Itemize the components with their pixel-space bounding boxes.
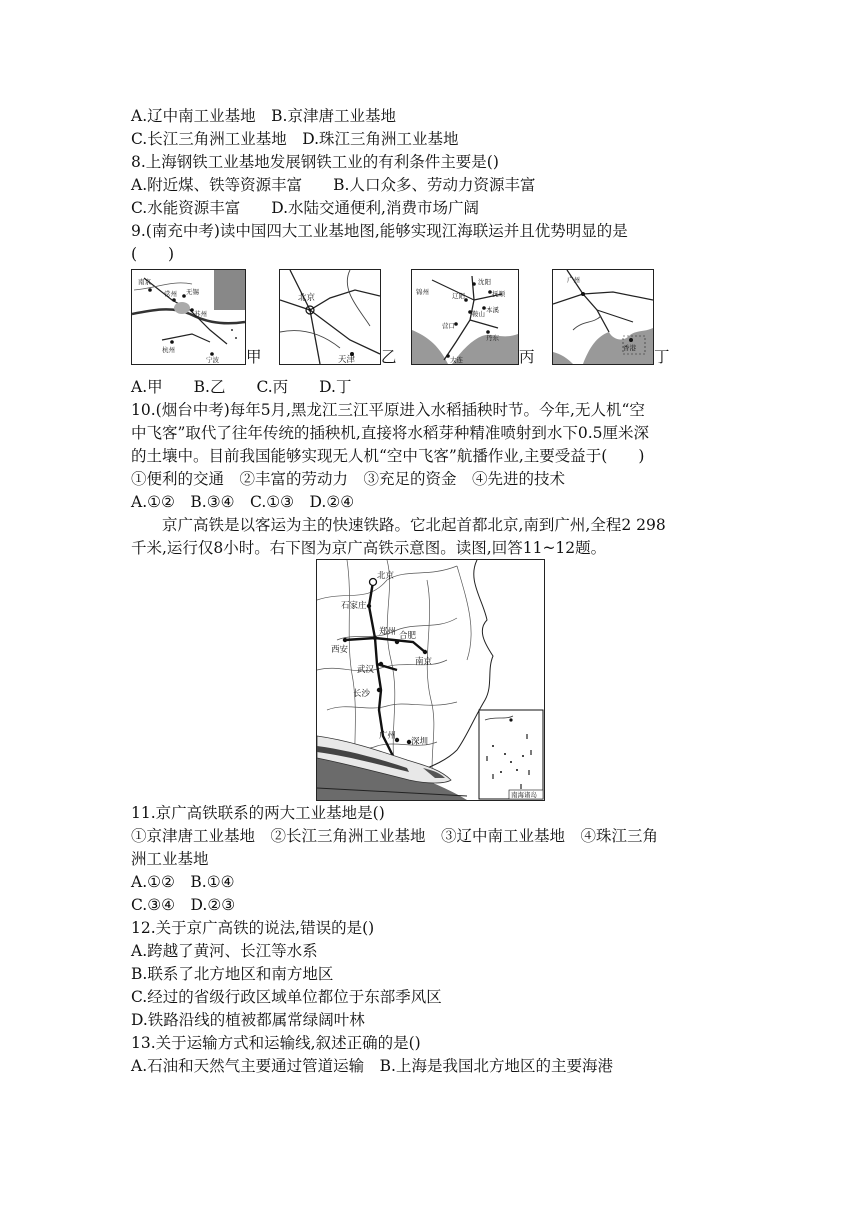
q11-choices-1: ①京津唐工业基地 ②长江三角洲工业基地 ③辽中南工业基地 ④珠江三角 xyxy=(131,827,659,845)
map-bing-label: 丙 xyxy=(519,348,535,366)
map-jia-graphic xyxy=(132,270,245,364)
yi-place-beijing: 北京 xyxy=(298,293,316,303)
rail-map xyxy=(316,559,545,801)
bing-place-shenyang: 沈阳 xyxy=(478,278,491,286)
ding-place-hongkong: 香港 xyxy=(623,344,636,352)
map-jia xyxy=(131,269,246,365)
jia-place-wuxi: 无锡 xyxy=(186,288,199,296)
map-ding xyxy=(552,269,654,365)
map-yi-label: 乙 xyxy=(381,348,397,366)
q13-options-ab: A.石油和天然气主要通过管道运输 B.上海是我国北方地区的主要海港 xyxy=(131,1057,613,1075)
rail-city-xian: 西安 xyxy=(331,645,349,655)
rail-city-zhengzhou: 郑州 xyxy=(379,627,397,637)
jia-place-ningbo: 宁波 xyxy=(206,356,219,364)
bing-place-dandong: 丹东 xyxy=(486,334,499,342)
jia-place-nanjing: 南京 xyxy=(138,278,151,286)
q11-choices-2: 洲工业基地 xyxy=(131,850,209,868)
q12-option-b: B.联系了北方地区和南方地区 xyxy=(131,965,334,983)
q10-stem-3: 的土壤中。目前我国能够实现无人机“空中飞客”航播作业,主要受益于( ) xyxy=(131,447,645,465)
q13-stem: 13.关于运输方式和运输线,叙述正确的是() xyxy=(131,1034,421,1052)
bing-place-benxi: 本溪 xyxy=(486,306,499,314)
bing-place-fushun: 抚顺 xyxy=(492,290,505,298)
rail-city-nanjing: 南京 xyxy=(415,657,433,667)
rail-city-wuhan: 武汉 xyxy=(357,665,375,675)
inset-label: 南海诸岛 xyxy=(511,791,537,799)
map-ding-graphic xyxy=(553,270,653,364)
q10-choices: ①便利的交通 ②丰富的劳动力 ③充足的资金 ④先进的技术 xyxy=(131,470,566,488)
bing-place-liaoyang: 辽阳 xyxy=(452,292,465,300)
map-yi-graphic xyxy=(280,270,380,364)
q9-stem: 9.(南充中考)读中国四大工业基地图,能够实现江海联运并且优势明显的是 xyxy=(131,222,628,240)
bing-place-anshan: 鞍山 xyxy=(472,310,485,318)
rail-city-beijing: 北京 xyxy=(377,571,395,581)
q7-options-ab: A.辽中南工业基地 B.京津唐工业基地 xyxy=(131,107,396,125)
q12-option-c: C.经过的省级行政区域单位都位于东部季风区 xyxy=(131,988,442,1006)
yi-place-tianjin: 天津 xyxy=(338,355,356,364)
rail-map-graphic xyxy=(317,560,544,800)
q12-option-d: D.铁路沿线的植被都属常绿阔叶林 xyxy=(131,1011,365,1029)
jia-place-suzhou: 苏州 xyxy=(194,310,207,318)
map-yi xyxy=(279,269,381,365)
q10-stem-1: 10.(烟台中考)每年5月,黑龙江三江平原进入水稻插秧时节。今年,无人机“空 xyxy=(131,401,645,419)
q8-options-cd: C.水能资源丰富 D.水陆交通便利,消费市场广阔 xyxy=(131,199,479,217)
map-ding-label: 丁 xyxy=(654,348,670,366)
q10-stem-2: 中飞客”取代了往年传统的插秧机,直接将水稻芽种精准喷射到水下0.5厘米深 xyxy=(131,424,650,442)
passage-1: 京广高铁是以客运为主的快速铁路。它北起首都北京,南到广州,全程2 298 xyxy=(131,516,666,534)
south-china-sea-inset xyxy=(479,710,543,799)
rail-city-shenzhen: 深圳 xyxy=(411,737,429,747)
passage-2: 千米,运行仅8小时。右下图为京广高铁示意图。读图,回答11~12题。 xyxy=(131,539,607,557)
q8-options-ab: A.附近煤、铁等资源丰富 B.人口众多、劳动力资源丰富 xyxy=(131,176,536,194)
q9-paren: ( ) xyxy=(131,245,175,263)
map-bing xyxy=(411,269,519,365)
q11-options-ab: A.①② B.①④ xyxy=(131,873,235,891)
bing-place-extra: 锦州 xyxy=(416,288,429,296)
train-illustration xyxy=(317,736,467,800)
q12-option-a: A.跨越了黄河、长江等水系 xyxy=(131,942,318,960)
q8-stem: 8.上海钢铁工业基地发展钢铁工业的有利条件主要是() xyxy=(131,153,499,171)
ding-place-guangzhou: 广州 xyxy=(567,276,580,284)
map-jia-label: 甲 xyxy=(246,348,262,366)
q12-stem: 12.关于京广高铁的说法,错误的是() xyxy=(131,919,375,937)
bing-place-dalian: 大连 xyxy=(450,356,463,364)
rail-city-changsha: 长沙 xyxy=(353,689,371,699)
rail-city-shijiazhuang: 石家庄 xyxy=(341,601,367,611)
q11-stem: 11.京广高铁联系的两大工业基地是() xyxy=(131,804,385,822)
jia-place-hangzhou: 杭州 xyxy=(162,346,175,354)
q9-options: A.甲 B.乙 C.丙 D.丁 xyxy=(131,378,352,396)
rail-city-guangzhou: 广州 xyxy=(379,731,397,741)
jia-place-changzhou: 常州 xyxy=(164,290,177,298)
bing-place-yingkou: 营口 xyxy=(442,322,455,330)
q11-options-cd: C.③④ D.②③ xyxy=(131,896,236,914)
q10-options: A.①② B.③④ C.①③ D.②④ xyxy=(131,493,355,511)
rail-city-hefei: 合肥 xyxy=(399,631,417,641)
q7-options-cd: C.长江三角洲工业基地 D.珠江三角洲工业基地 xyxy=(131,130,459,148)
map-bing-graphic xyxy=(412,270,518,364)
